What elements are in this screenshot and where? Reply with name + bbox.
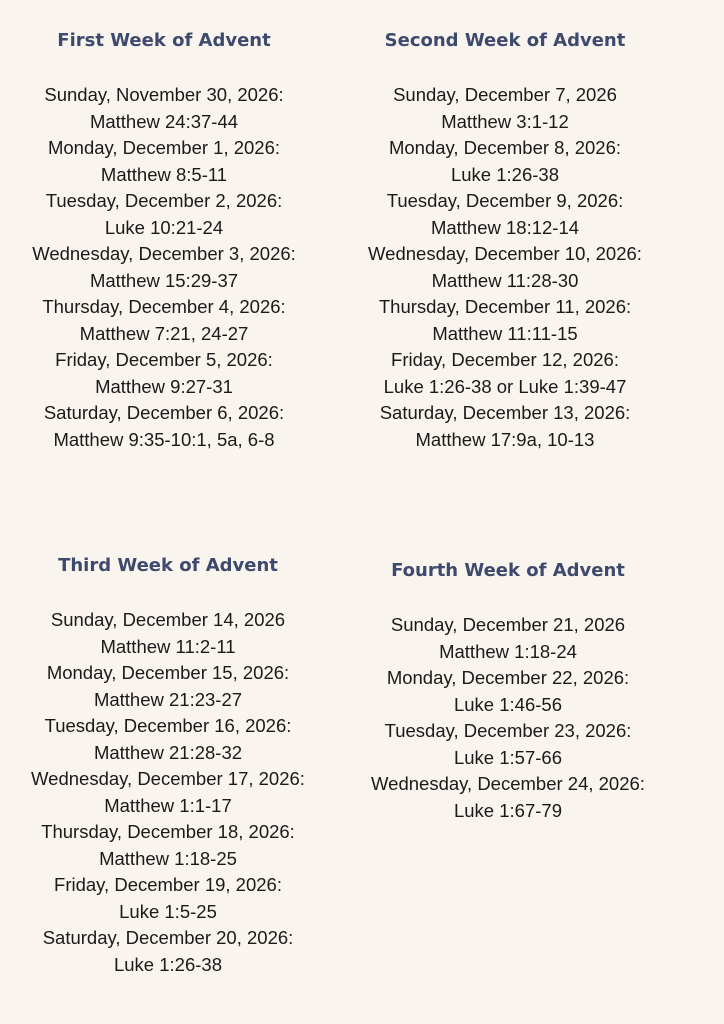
reading-line: Matthew 17:9a, 10-13 — [415, 428, 595, 450]
reading-line: Matthew 18:12-14 — [430, 216, 580, 238]
reading-line: Matthew 1:18-24 — [439, 640, 577, 662]
week-1-section — [4, 30, 324, 453]
reading-line: Saturday, December 13, 2026: — [379, 402, 631, 423]
reading-line: Matthew 11:11-15 — [432, 322, 578, 344]
reading-line: Matthew 11:2-11 — [100, 635, 236, 657]
reading-line: Friday, December 12, 2026: — [391, 349, 619, 370]
reading-line: Matthew 9:27-31 — [95, 375, 233, 397]
reading-line: Luke 1:67-79 — [453, 799, 562, 821]
reading-line: Tuesday, December 2, 2026: — [45, 190, 283, 211]
reading-line: Wednesday, December 10, 2026: — [368, 243, 642, 264]
reading-line: Sunday, December 7, 2026 — [393, 84, 617, 105]
reading-line: Saturday, December 20, 2026: — [42, 927, 294, 948]
week-3-title: Third Week of Advent — [58, 555, 278, 576]
reading-line: Sunday, December 14, 2026 — [50, 609, 286, 630]
reading-line: Matthew 8:5-11 — [100, 163, 228, 185]
week-1-readings — [4, 82, 324, 453]
week-4-title: Fourth Week of Advent — [391, 560, 625, 581]
reading-line: Monday, December 15, 2026: — [46, 662, 290, 683]
reading-line: Wednesday, December 17, 2026: — [31, 768, 305, 789]
reading-line: Wednesday, December 3, 2026: — [32, 243, 296, 264]
reading-line: Sunday, November 30, 2026: — [44, 84, 284, 105]
reading-line: Matthew 11:28-30 — [431, 269, 579, 291]
reading-line: Luke 1:5-25 — [119, 900, 217, 922]
reading-line: Thursday, December 18, 2026: — [41, 821, 295, 842]
reading-line: Thursday, December 4, 2026: — [42, 296, 286, 317]
week-1-title: First Week of Advent — [57, 30, 271, 51]
week-2-section — [345, 30, 665, 453]
reading-line: Sunday, December 21, 2026 — [390, 614, 626, 635]
reading-line: Matthew 21:28-32 — [93, 741, 243, 763]
week-2-title: Second Week of Advent — [384, 30, 626, 51]
reading-line: Monday, December 8, 2026: — [388, 137, 622, 158]
reading-line: Matthew 24:37-44 — [89, 110, 239, 132]
reading-line: Tuesday, December 23, 2026: — [384, 720, 632, 741]
reading-line: Luke 1:26-38 or Luke 1:39-47 — [383, 375, 627, 397]
reading-line: Matthew 9:35-10:1, 5a, 6-8 — [53, 428, 275, 450]
reading-line: Saturday, December 6, 2026: — [43, 402, 285, 423]
reading-line: Tuesday, December 16, 2026: — [44, 715, 292, 736]
reading-line: Tuesday, December 9, 2026: — [386, 190, 624, 211]
reading-line: Monday, December 22, 2026: — [386, 667, 630, 688]
week-2-readings — [345, 82, 665, 453]
reading-line: Matthew 1:1-17 — [104, 794, 232, 816]
reading-line: Friday, December 5, 2026: — [55, 349, 273, 370]
reading-line: Matthew 7:21, 24-27 — [79, 322, 249, 344]
week-4-section — [348, 560, 668, 824]
reading-line: Luke 1:57-66 — [453, 746, 562, 768]
reading-line: Thursday, December 11, 2026: — [378, 296, 632, 317]
reading-line: Matthew 1:18-25 — [99, 847, 237, 869]
reading-line: Matthew 3:1-12 — [441, 110, 569, 132]
reading-line: Wednesday, December 24, 2026: — [371, 773, 645, 794]
week-3-readings — [8, 607, 328, 978]
reading-line: Luke 1:26-38 — [113, 953, 222, 975]
reading-line: Luke 10:21-24 — [104, 216, 224, 238]
reading-line: Matthew 21:23-27 — [93, 688, 243, 710]
week-3-section — [8, 555, 328, 978]
reading-line: Matthew 15:29-37 — [89, 269, 239, 291]
reading-line: Luke 1:26-38 — [450, 163, 559, 185]
reading-line: Luke 1:46-56 — [453, 693, 562, 715]
reading-line: Friday, December 19, 2026: — [54, 874, 282, 895]
week-4-readings — [348, 612, 668, 824]
reading-line: Monday, December 1, 2026: — [47, 137, 281, 158]
